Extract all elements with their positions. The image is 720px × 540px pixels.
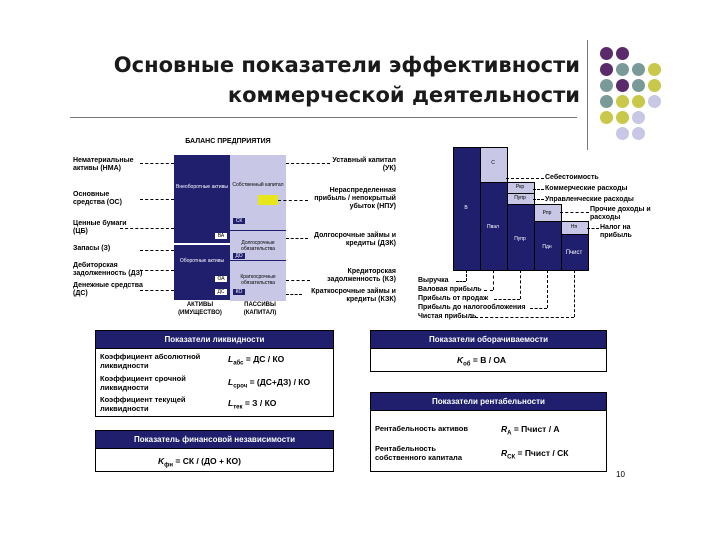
- label-zapasy: Запасы (З): [73, 245, 111, 252]
- formula-symbol: R: [501, 448, 508, 458]
- ds-tag: ДС: [215, 289, 227, 295]
- profitability-row-name: Рентабельность активов: [375, 424, 469, 433]
- dot: [648, 63, 661, 76]
- dot: [632, 127, 645, 140]
- formula-subscript: об: [463, 361, 471, 368]
- formula-symbol: K: [158, 456, 165, 466]
- fin-indep-panel: [95, 430, 334, 472]
- dot: [616, 63, 629, 76]
- turnover-panel: [370, 330, 607, 372]
- dot: [632, 63, 645, 76]
- dot: [600, 47, 613, 60]
- connector: [140, 250, 174, 251]
- shortterm-label: Краткосрочные обязательства: [240, 274, 276, 286]
- label-dzk: Долгосрочные займы и кредиты (ДЗК): [314, 232, 396, 247]
- dot: [648, 95, 661, 108]
- connector: [278, 200, 308, 201]
- bar-pretax-label: Пдн: [542, 244, 552, 250]
- turnover-formula: [457, 355, 506, 370]
- connector: [520, 270, 521, 299]
- formula-expression: = СК / (ДО + КО): [173, 456, 241, 466]
- turnover-header: Показатели оборачиваемости: [371, 331, 606, 349]
- bar-net-label: Пчист: [565, 250, 583, 256]
- liquidity-row-name: Коэффициент текущей ликвидности: [100, 395, 186, 413]
- page-number: 10: [616, 470, 625, 479]
- label-tax: Налог на прибыль: [600, 224, 632, 239]
- bar-admin-label: Пупр: [514, 195, 526, 201]
- formula-expression: = Пчист / СК: [515, 448, 569, 458]
- title-line-2: коммерческой деятельности: [227, 83, 580, 107]
- liabilities-caption: ПАССИВЫ (КАПИТАЛ): [243, 302, 277, 316]
- title-vertical-divider: [587, 40, 588, 150]
- bar-other-label: Рпр: [542, 210, 552, 216]
- formula-subscript: фн: [164, 462, 174, 469]
- label-admin: Управленческие расходы: [545, 196, 634, 203]
- assets-caption: АКТИВЫ (ИМУЩЕСТВО): [178, 302, 222, 316]
- noncurrent-assets-block: [174, 155, 230, 243]
- oa-tag: ОА: [215, 276, 227, 282]
- formula-subscript: сроч: [233, 383, 248, 390]
- dot: [600, 95, 613, 108]
- connector: [470, 317, 574, 318]
- label-revenue: Выручка: [418, 277, 449, 284]
- fin-indep-formula: [158, 456, 241, 471]
- label-dz: Дебиторская задолженность (ДЗ): [73, 262, 143, 277]
- connector: [456, 281, 466, 282]
- profitability-header: Показатели рентабельности: [371, 393, 606, 411]
- label-cb: Ценные бумаги (ЦБ): [73, 220, 127, 235]
- dot: [600, 63, 613, 76]
- formula-expression: = З / КО: [242, 398, 277, 408]
- liquidity-row-name: Коэффициент срочной ликвидности: [100, 374, 186, 392]
- page-title: [80, 50, 580, 110]
- formula-symbol: L: [228, 354, 234, 364]
- connector: [140, 163, 174, 164]
- dot: [632, 111, 645, 124]
- label-net-profit: Чистая прибыль: [418, 313, 477, 320]
- bo-tag: ВА: [215, 233, 227, 239]
- label-cost: Себестоимость: [545, 174, 599, 181]
- dot: [616, 79, 629, 92]
- dot: [632, 79, 645, 92]
- formula-symbol: L: [228, 398, 234, 408]
- formula-symbol: R: [501, 424, 508, 434]
- fin-indep-header: Показатель финансовой независимости: [96, 431, 333, 449]
- equity-label: Собственный капитал: [232, 182, 284, 188]
- connector: [140, 199, 174, 200]
- connector: [286, 163, 330, 164]
- formula-expression: = В / ОА: [470, 355, 506, 365]
- connector: [140, 290, 174, 291]
- formula-symbol: K: [457, 355, 464, 365]
- connector: [494, 299, 520, 300]
- bar-cost-label: С: [491, 160, 495, 166]
- label-gross-profit: Валовая прибыль: [418, 286, 482, 293]
- connector: [560, 212, 589, 213]
- label-other: Прочие доходы и расходы: [590, 206, 651, 221]
- liquidity-row-formula: [228, 377, 310, 392]
- liquidity-header: Показатели ликвидности: [96, 331, 333, 349]
- connector: [140, 270, 174, 271]
- dot: [600, 79, 613, 92]
- profitability-row-name: Рентабельность собственного капитала: [375, 444, 462, 462]
- connector: [506, 178, 544, 179]
- profitability-row-formula: [501, 448, 568, 463]
- label-sales-profit: Прибыль от продаж: [418, 295, 489, 302]
- label-pretax-profit: Прибыль до налогообложения: [418, 304, 526, 311]
- balance-title: БАЛАНС ПРЕДПРИЯТИЯ: [185, 138, 271, 145]
- label-os: Основные средства (ОС): [73, 191, 122, 206]
- longterm-label: Долгосрочные обязательства: [241, 240, 275, 252]
- current-assets-label: Оборотные активы: [179, 258, 225, 264]
- bar-revenue-label: В: [464, 205, 468, 211]
- bar-selling-label: Ркр: [515, 184, 525, 190]
- label-kz: Кредиторская задолженность (КЗ): [327, 268, 396, 283]
- noncurrent-assets-label: Внеоборотные активы: [176, 184, 228, 190]
- formula-expression: = ДС / КО: [243, 354, 285, 364]
- liquidity-row-formula: [228, 398, 276, 413]
- bar-tax-label: Нп: [570, 224, 578, 230]
- label-ds: Денежные средства (ДС): [73, 282, 143, 297]
- connector: [574, 270, 575, 317]
- label-kzk: Краткосрочные займы и кредиты (КЗК): [311, 288, 396, 303]
- formula-subscript: СК: [507, 454, 516, 461]
- connector: [484, 290, 493, 291]
- bar-sales-profit-label: Пупр: [514, 236, 526, 242]
- connector: [466, 270, 467, 281]
- connector: [286, 294, 302, 295]
- title-horizontal-divider: [70, 117, 577, 118]
- liquidity-row-formula: [228, 354, 284, 369]
- title-line-1: Основные показатели эффективности: [113, 53, 580, 77]
- connector: [533, 189, 544, 190]
- liquidity-row-name: Коэффициент абсолютной ликвидности: [100, 352, 201, 370]
- formula-subscript: тек: [233, 404, 243, 411]
- dot: [648, 79, 661, 92]
- dot: [616, 111, 629, 124]
- connector: [120, 228, 174, 229]
- connector: [587, 228, 599, 229]
- formula-symbol: L: [228, 377, 234, 387]
- profitability-row-formula: [501, 424, 560, 439]
- ko-tag: КО: [233, 289, 245, 295]
- bar-gross-label: Пвал: [487, 224, 499, 230]
- dot: [616, 95, 629, 108]
- connector: [547, 270, 548, 308]
- connector: [493, 270, 494, 290]
- label-uk: Уставный капитал (УК): [332, 157, 396, 172]
- npu-highlight: [258, 195, 278, 205]
- formula-expression: = Пчист / А: [511, 424, 560, 434]
- ck-tag: СК: [233, 218, 245, 224]
- connector: [533, 199, 544, 200]
- connector: [530, 308, 547, 309]
- dot: [632, 95, 645, 108]
- dot: [600, 111, 613, 124]
- liquidity-panel: [95, 330, 334, 417]
- formula-subscript: А: [507, 430, 512, 437]
- connector: [286, 238, 308, 239]
- label-npu: Нераспределенная прибыль / непокрытый убыток (НПУ): [314, 187, 396, 210]
- label-nma: Нематериальные активы (НМА): [73, 157, 134, 172]
- dd-tag: ДО: [233, 253, 245, 259]
- profitability-panel: [370, 392, 607, 472]
- connector: [286, 280, 310, 281]
- formula-subscript: абс: [233, 360, 244, 367]
- dot: [616, 127, 629, 140]
- formula-expression: = (ДС+ДЗ) / КО: [247, 377, 311, 387]
- label-selling: Коммерческие расходы: [545, 185, 628, 192]
- dot: [616, 47, 629, 60]
